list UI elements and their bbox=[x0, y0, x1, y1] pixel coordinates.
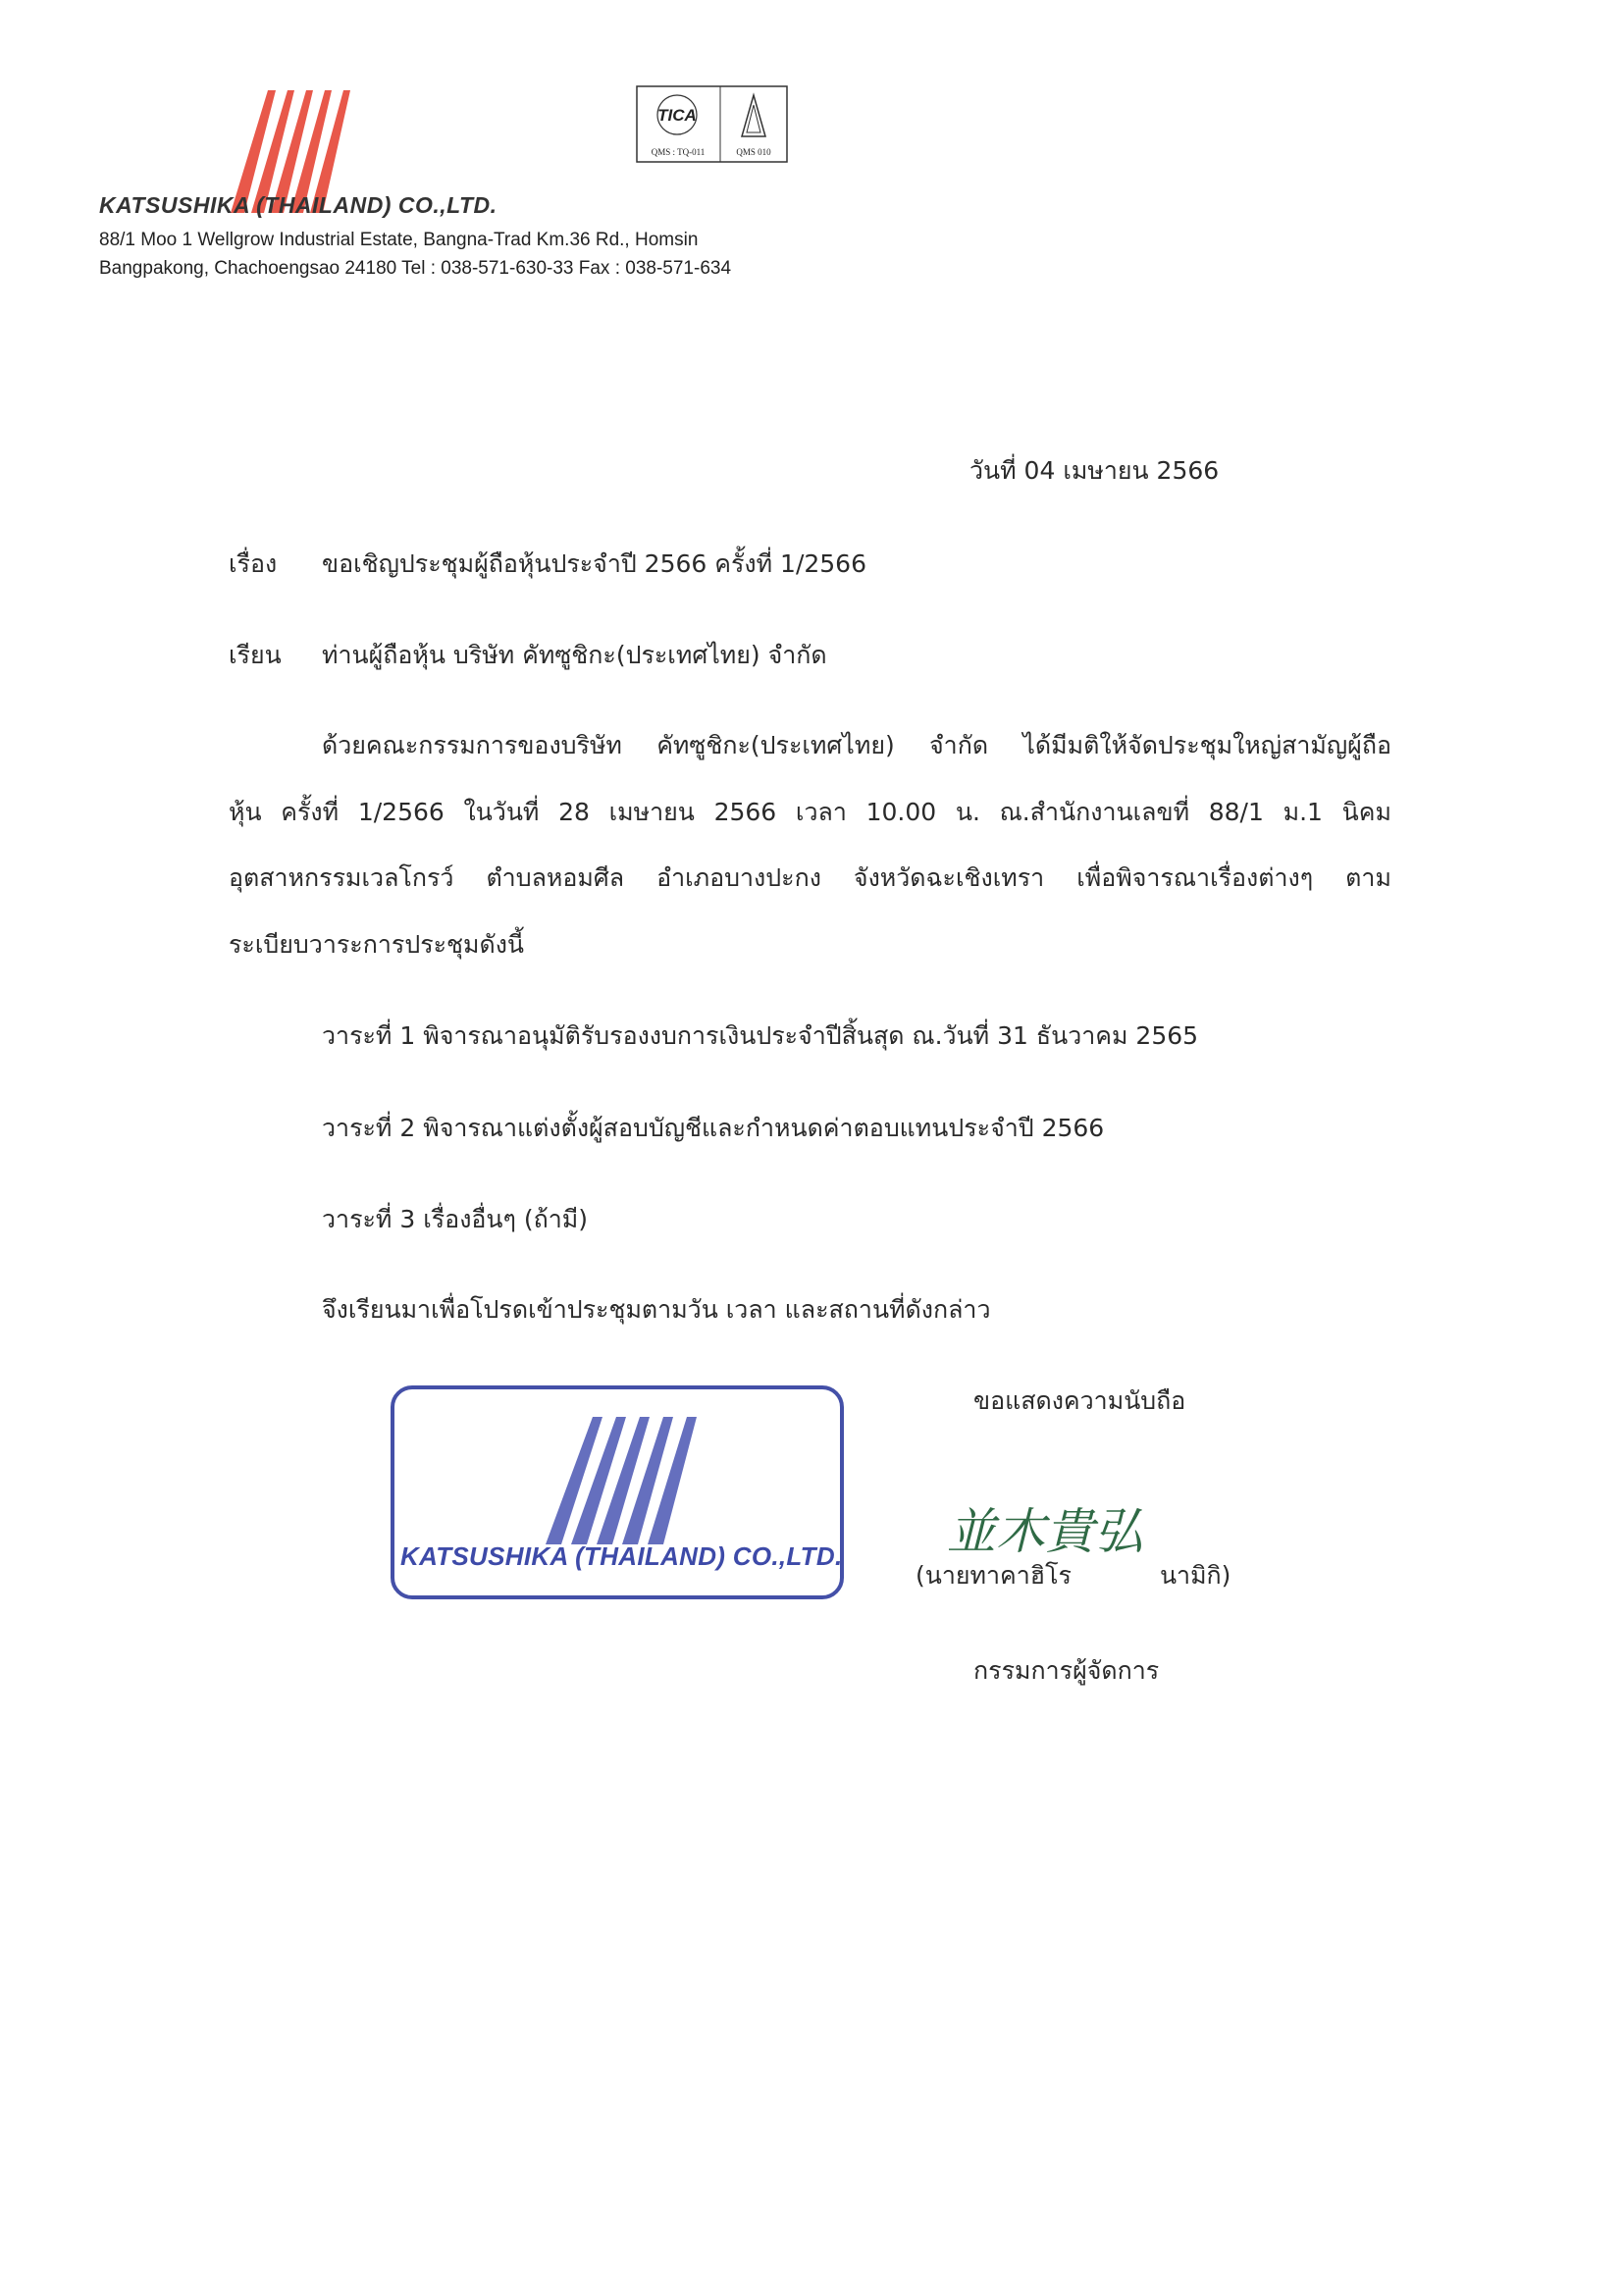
agenda-item-3: วาระที่ 3 เรื่องอื่นๆ (ถ้ามี) bbox=[322, 1205, 589, 1233]
paragraph-line-3: อุตสาหกรรมเวลโกรว์ ตำบลหอมศีล อำเภอบางปะกง จังหวัดฉะเชิงเทรา เพื่อพิจารณาเรื่องต่างๆ ตาม bbox=[229, 863, 1391, 892]
signer-name: (นายทาคาฮิโร นามิกิ) bbox=[916, 1561, 1231, 1590]
recipient-text: ท่านผู้ถือหุ้น บริษัท คัทซูชิกะ(ประเทศไทย) จำกัด bbox=[322, 641, 827, 669]
regards-text: ขอแสดงความนับถือ bbox=[973, 1386, 1186, 1415]
address-line-2: Bangpakong, Chachoengsao 24180 Tel : 038-571-630-33 Fax : 038-571-634 bbox=[99, 258, 732, 279]
paragraph-line-2: หุ้น ครั้งที่ 1/2566 ในวันที่ 28 เมษายน 2566 เวลา 10.00 น. ณ.สำนักงานเลขที่ 88/1 ม.1 นิคม bbox=[229, 798, 1391, 826]
subject-label: เรื่อง bbox=[229, 549, 278, 578]
address-line-1: 88/1 Moo 1 Wellgrow Industrial Estate, Bangna-Trad Km.36 Rd., Homsin bbox=[99, 230, 699, 250]
paragraph-line-4: ระเบียบวาระการประชุมดังนี้ bbox=[229, 930, 525, 959]
tica-badge-code: QMS : TQ-011 bbox=[651, 147, 706, 157]
closing-sentence: จึงเรียนมาเพื่อโปรดเข้าประชุมตามวัน เวลา และสถานที่ดังกล่าว bbox=[322, 1295, 991, 1324]
recipient-label: เรียน bbox=[229, 641, 282, 669]
agenda-item-2: วาระที่ 2 พิจารณาแต่งตั้งผู้สอบบัญชีและกำหนดค่าตอบแทนประจำปี 2566 bbox=[322, 1114, 1105, 1142]
stamp-logo-icon bbox=[542, 1417, 708, 1544]
company-name: KATSUSHIKA (THAILAND) CO.,LTD. bbox=[99, 192, 497, 218]
subject-text: ขอเชิญประชุมผู้ถือหุ้นประจำปี 2566 ครั้งที่ 1/2566 bbox=[322, 549, 866, 578]
signature-text: 並木貴弘 bbox=[947, 1503, 1143, 1560]
signer-position: กรรมการผู้จัดการ bbox=[973, 1656, 1160, 1685]
paragraph-line-1: ด้วยคณะกรรมการของบริษัท คัทซูชิกะ(ประเทศไทย) จำกัด ได้มีมติให้จัดประชุมใหญ่สามัญผู้ถือ bbox=[322, 731, 1391, 759]
company-stamp bbox=[391, 1385, 844, 1599]
handwritten-signature bbox=[947, 1491, 1202, 1565]
stamp-company-name: KATSUSHIKA (THAILAND) CO.,LTD. bbox=[400, 1541, 843, 1571]
tica-badge-text: TICA bbox=[657, 106, 697, 125]
agenda-item-1: วาระที่ 1 พิจารณาอนุมัติรับรองงบการเงินประจำปีสิ้นสุด ณ.วันที่ 31 ธันวาคม 2565 bbox=[322, 1021, 1199, 1050]
letter-date: วันที่ 04 เมษายน 2566 bbox=[969, 456, 1220, 485]
certification-badge-icon bbox=[636, 85, 788, 163]
qms-badge-code: QMS 010 bbox=[736, 147, 771, 157]
